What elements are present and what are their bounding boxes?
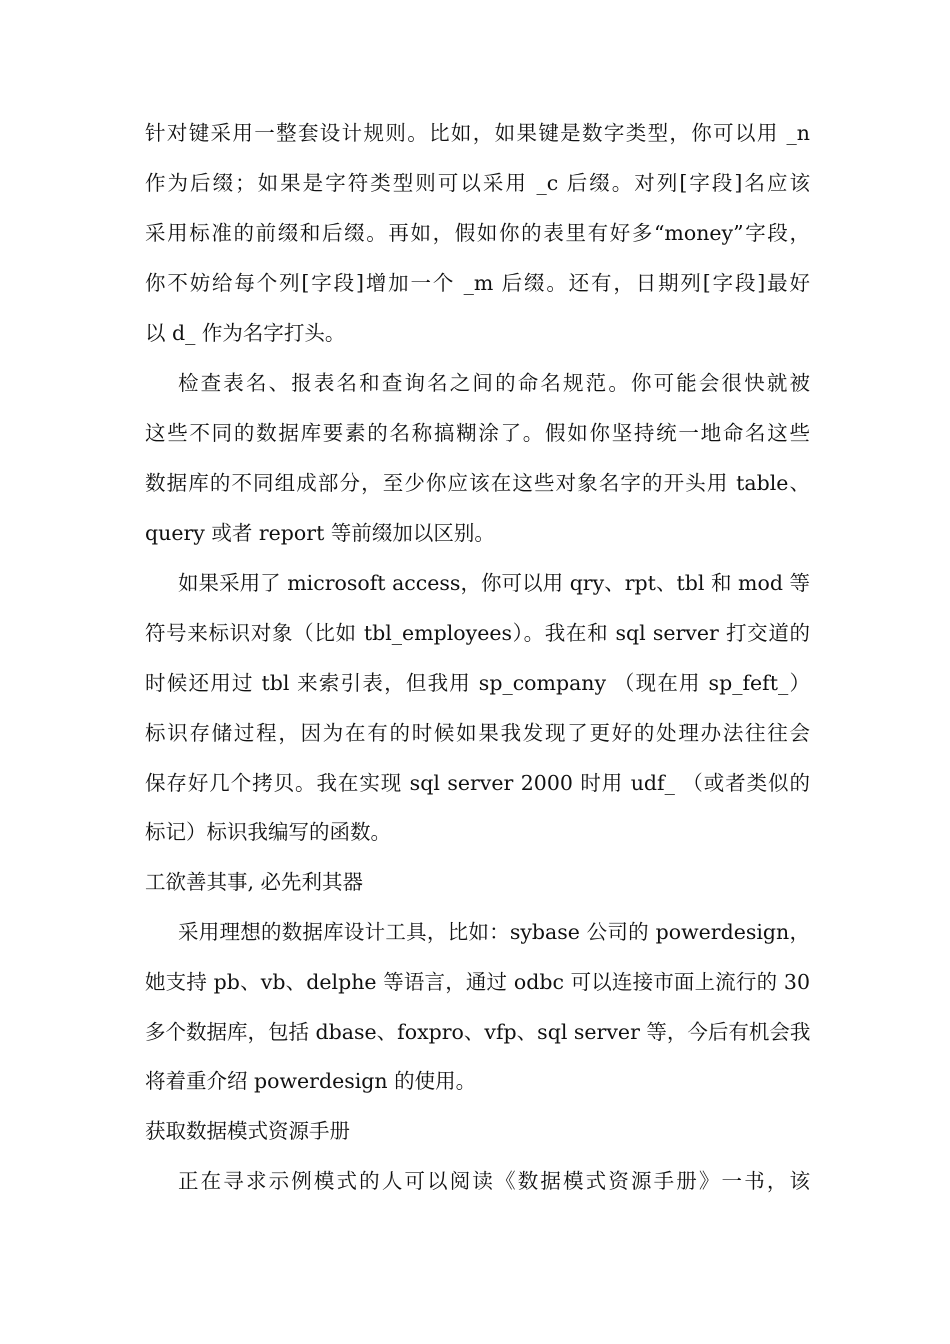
paragraph-4-line-4: 将着重介绍 powerdesign 的使用。 bbox=[145, 1069, 477, 1093]
paragraph-2-line-1: 检查表名、报表名和查询名之间的命名规范。你可能会很快就被 bbox=[178, 371, 810, 395]
paragraph-1-line-2: 作为后缀；如果是字符类型则可以采用 _c 后缀。对列[字段]名应该 bbox=[145, 171, 810, 195]
paragraph-2-line-2: 这些不同的数据库要素的名称搞糊涂了。假如你坚持统一地命名这些 bbox=[145, 421, 810, 445]
paragraph-2-line-3: 数据库的不同组成部分，至少你应该在这些对象名字的开头用 table、 bbox=[145, 471, 810, 495]
paragraph-2-line-4: query 或者 report 等前缀加以区别。 bbox=[145, 521, 495, 545]
paragraph-1-line-1: 针对键采用一整套设计规则。比如，如果键是数字类型，你可以用 _n bbox=[145, 121, 810, 145]
paragraph-4-line-3: 多个数据库，包括 dbase、foxpro、vfp、sql server 等，今后有机会我 bbox=[145, 1020, 811, 1044]
paragraph-3-line-3: 时候还用过 tbl 来索引表，但我用 sp_company （现在用 sp_feft_） bbox=[145, 671, 810, 695]
paragraph-4-line-2: 她支持 pb、vb、delphe 等语言，通过 odbc 可以连接市面上流行的 30 bbox=[145, 970, 810, 994]
section-heading-resource-manual: 获取数据模式资源手册 bbox=[145, 1119, 350, 1143]
paragraph-3-line-6: 标记）标识我编写的函数。 bbox=[145, 820, 391, 844]
paragraph-4-line-1: 采用理想的数据库设计工具，比如：sybase 公司的 powerdesign， bbox=[178, 920, 810, 944]
paragraph-3-line-2: 符号来标识对象（比如 tbl_employees）。我在和 sql server 打交道的 bbox=[145, 621, 810, 645]
paragraph-3-line-1: 如果采用了 microsoft access，你可以用 qry、rpt、tbl 和 mod 等 bbox=[178, 571, 810, 595]
paragraph-3-line-4: 标识存储过程，因为在有的时候如果我发现了更好的处理办法往往会 bbox=[145, 721, 810, 745]
section-heading-tools: 工欲善其事, 必先利其器 bbox=[145, 870, 364, 894]
paragraph-1-line-5: 以 d_ 作为名字打头。 bbox=[145, 321, 346, 345]
paragraph-1-line-4: 你不妨给每个列[字段]增加一个 _m 后缀。还有，日期列[字段]最好 bbox=[145, 271, 810, 295]
paragraph-1-line-3: 采用标准的前缀和后缀。再如，假如你的表里有好多“money”字段， bbox=[145, 221, 810, 245]
paragraph-3-line-5: 保存好几个拷贝。我在实现 sql server 2000 时用 udf_ （或者类似的 bbox=[145, 771, 810, 795]
paragraph-5-line-1: 正在寻求示例模式的人可以阅读《数据模式资源手册》一书，该 bbox=[178, 1169, 810, 1193]
